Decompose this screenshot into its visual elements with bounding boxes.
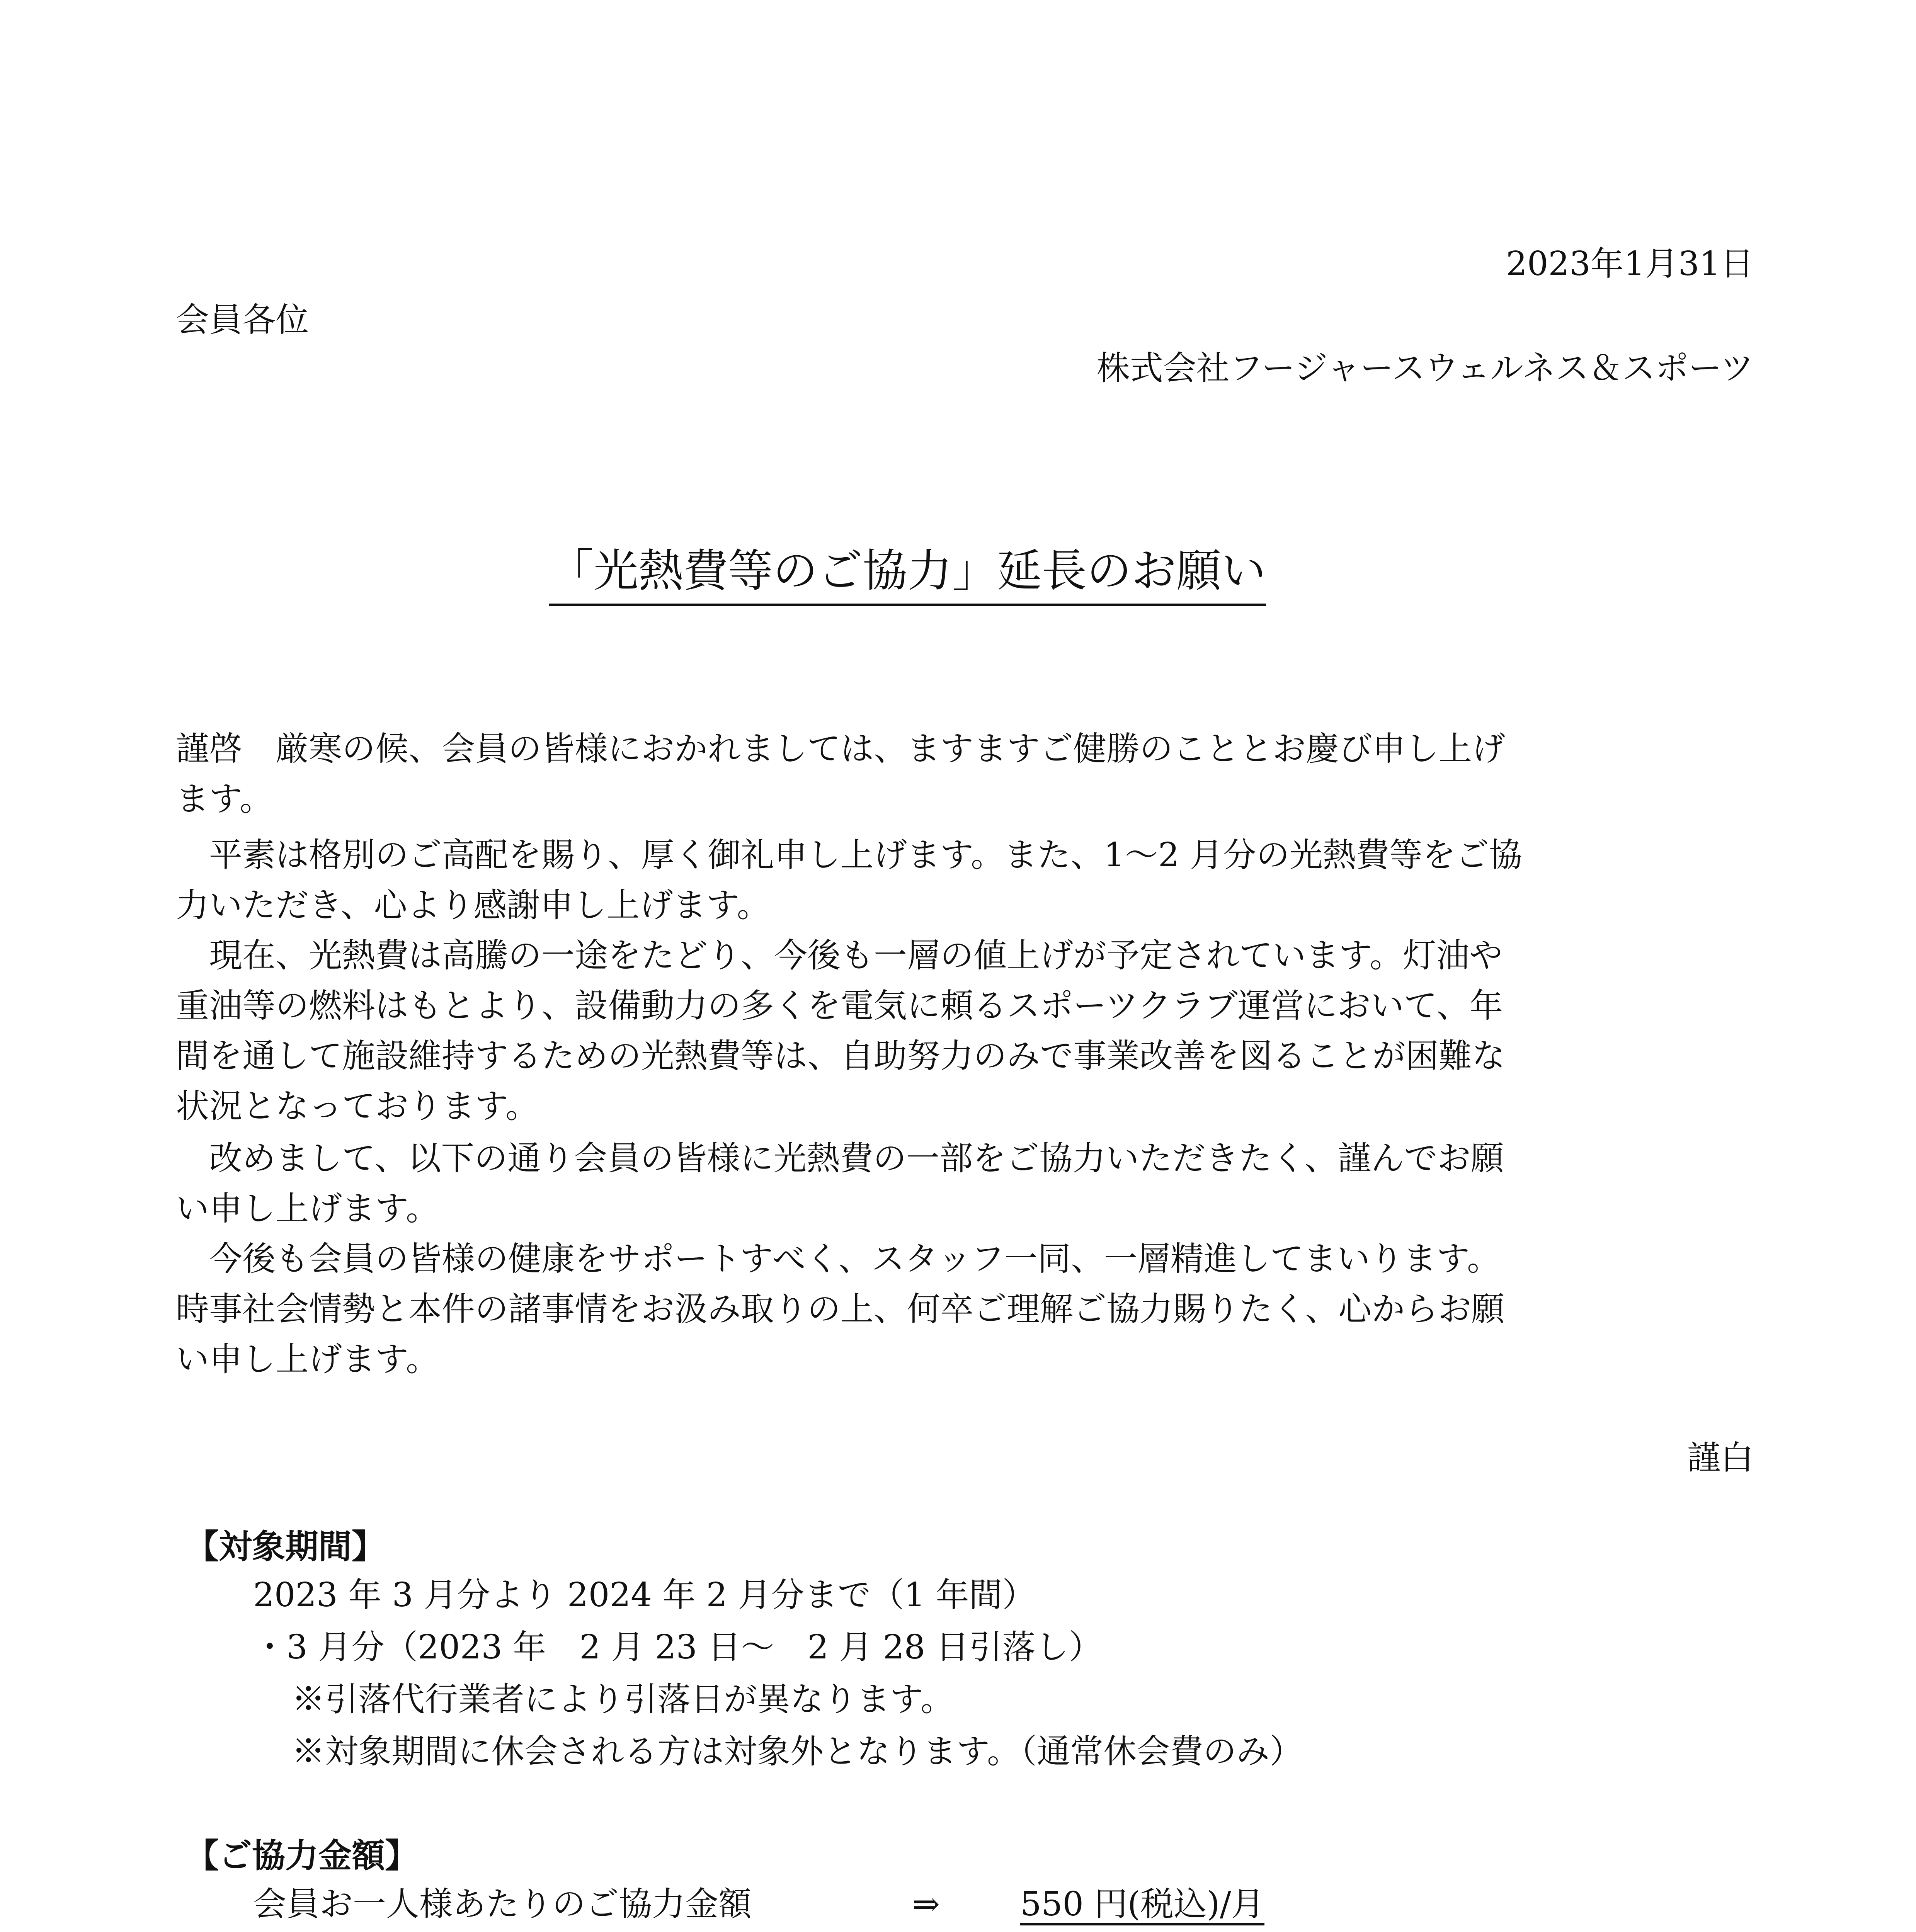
document-title: 「光熱費等のご協力」延長のお願い	[549, 549, 1266, 606]
amount-heading: 【ご協力金額】	[185, 1837, 418, 1875]
body-line: い申し上げます。	[176, 1340, 439, 1379]
arrow-icon: ⇒	[912, 1885, 940, 1923]
period-note: ※引落代行業者により引落日が異なります。	[292, 1680, 954, 1719]
body-line: 時事社会情勢と本件の諸事情をお汲み取りの上、何卒ご理解ご協力賜りたく、心からお願	[176, 1290, 1505, 1328]
closing-word: 謹白	[1687, 1439, 1754, 1477]
body-line: 平素は格別のご高配を賜り、厚く御礼申し上げます。また、1〜2 月分の光熱費等をご協	[176, 836, 1522, 874]
body-line: 状況となっております。	[176, 1087, 539, 1126]
period-range: 2023 年 3 月分より 2024 年 2 月分まで（1 年間）	[253, 1576, 1036, 1614]
body-line: 謹啓 厳寒の候、会員の皆様におかれましては、ますますご健勝のこととお慶び申し上げ	[176, 730, 1505, 768]
body-line: 現在、光熱費は高騰の一途をたどり、今後も一層の値上げが予定されています。灯油や	[176, 936, 1503, 975]
period-note: ※対象期間に休会される方は対象外となります。（通常休会費のみ）	[292, 1732, 1303, 1771]
amount-label: 会員お一人様あたりのご協力金額	[253, 1885, 752, 1923]
period-heading: 【対象期間】	[185, 1527, 385, 1566]
amount-value: 550 円(税込)/月	[1020, 1888, 1264, 1925]
body-line: 力いただき、心より感謝申し上げます。	[176, 886, 770, 925]
body-line: 改めまして、以下の通り会員の皆様に光熱費の一部をご協力いただきたく、謹んでお願	[176, 1139, 1504, 1178]
body-line: 今後も会員の皆様の健康をサポートすべく、スタッフ一同、一層精進してまいります。	[176, 1240, 1501, 1278]
issue-date: 2023年1月31日	[1506, 245, 1754, 283]
body-line: い申し上げます。	[176, 1189, 439, 1228]
recipient: 会員各位	[176, 301, 309, 339]
first-debit-date: ・3 月分（2023 年 2 月 23 日〜 2 月 28 日引落し）	[253, 1628, 1102, 1667]
sender-company: 株式会社フージャースウェルネス＆スポーツ	[1096, 349, 1754, 388]
body-line: ます。	[176, 780, 273, 818]
body-line: 重油等の燃料はもとより、設備動力の多くを電気に頼るスポーツクラブ運営において、年	[176, 986, 1503, 1025]
body-line: 間を通して施設維持するための光熱費等は、自助努力のみで事業改善を図ることが困難な	[176, 1037, 1505, 1075]
